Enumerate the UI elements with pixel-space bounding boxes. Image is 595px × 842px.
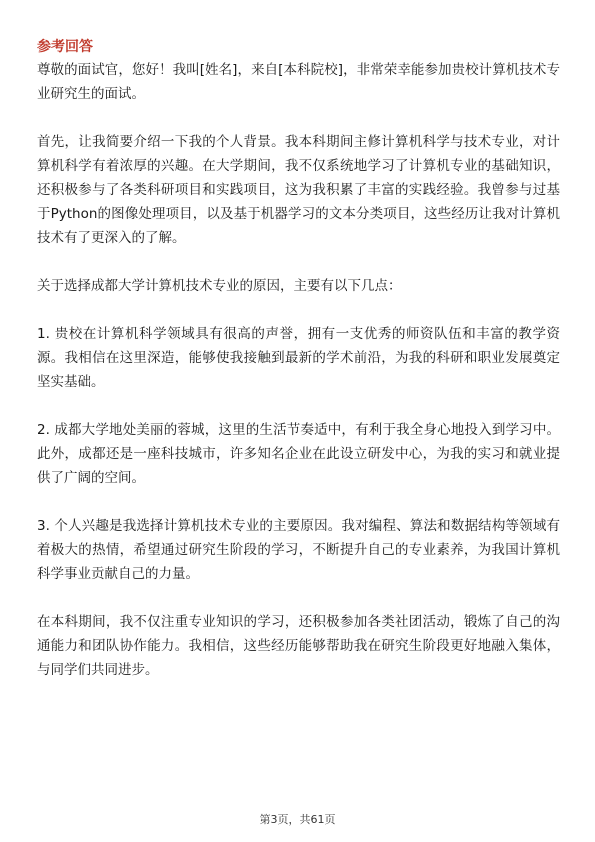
paragraph-activities: 在本科期间，我不仅注重专业知识的学习，还积极参加各类社团活动，锻炼了自己的沟通能力和团队协作能力。我相信，这些经历能够帮助我在研究生阶段更好地融入集体，与同学们共同进步。 — [37, 614, 560, 678]
paragraph-reason-2: 2. 成都大学地处美丽的蓉城，这里的生活节奏适中，有利于我全身心地投入到学习中。此外，成都还是一座科技城市，许多知名企业在此设立研发中心，为我的实习和就业提供了广阔的空间。 — [37, 422, 560, 486]
page-number-footer: 第3页，共61页 — [259, 813, 336, 826]
document-body — [37, 36, 560, 682]
paragraph-reasons-intro: 关于选择成都大学计算机技术专业的原因，主要有以下几点： — [37, 278, 402, 294]
section-title: 参考回答 — [37, 39, 93, 55]
paragraph-intro: 尊敬的面试官，您好！我叫[姓名]，来自[本科院校]，非常荣幸能参加贵校计算机技术专业研究生的面试。 — [37, 62, 560, 102]
paragraph-reason-1: 1. 贵校在计算机科学领域具有很高的声誉，拥有一支优秀的师资队伍和丰富的教学资源。我相信在这里深造，能够使我接触到最新的学术前沿，为我的科研和职业发展奠定坚实基础。 — [37, 326, 560, 390]
paragraph-background: 首先，让我简要介绍一下我的个人背景。我本科期间主修计算机科学与技术专业，对计算机科学有着浓厚的兴趣。在大学期间，我不仅系统地学习了计算机专业的基础知识，还积极参与了各类科研项目和实践项目，这为我积累了丰富的实践经验。我曾参与过基于Python的图像处理项目，以及基于机器学习的文本分类项目，这些经历让我对计算机技术有了更深入的了解。 — [37, 134, 560, 246]
paragraph-reason-3: 3. 个人兴趣是我选择计算机技术专业的主要原因。我对编程、算法和数据结构等领域有着极大的热情，希望通过研究生阶段的学习，不断提升自己的专业素养，为我国计算机科学事业贡献自己的力量。 — [37, 518, 560, 582]
